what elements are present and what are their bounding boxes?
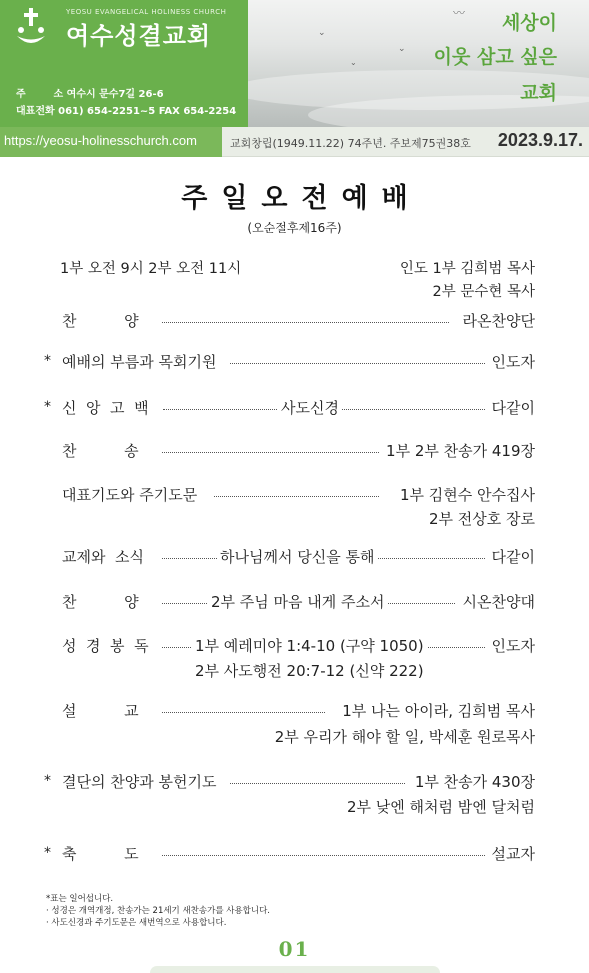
- order-subline: 2부 우리가 해야 할 일, 박세훈 원로목사: [274, 728, 535, 746]
- order-label: 설 교: [62, 702, 139, 720]
- leader-dots: [162, 855, 485, 856]
- website-link[interactable]: https://yeosu-holinesschurch.com: [0, 127, 222, 157]
- phone-label: 대표전화: [16, 106, 55, 117]
- founding-info: 교회창립(1949.11.22) 74주년. 주보제75권38호: [230, 137, 471, 150]
- bulletin-notes: [46, 893, 270, 929]
- order-value: 다같이: [491, 548, 535, 566]
- service-subtitle: (오순절후제16주): [247, 221, 342, 235]
- church-name-english: YEOSU EVANGELICAL HOLINESS CHURCH: [66, 8, 227, 16]
- bird-icon: ⌄: [350, 58, 357, 67]
- slogan-line-1: 세상이: [501, 12, 557, 34]
- order-value: 다같이: [491, 399, 535, 417]
- order-item-benediction: [0, 843, 589, 867]
- church-address: [16, 85, 164, 100]
- order-item-praise-1: [0, 310, 589, 334]
- order-subline: 2부 전상호 장로: [428, 510, 535, 528]
- order-item-prayer: [0, 484, 589, 508]
- order-middle: 2부 주님 마음 내게 주소서: [208, 591, 388, 612]
- order-label: 축 도: [62, 845, 139, 863]
- order-item-call-to-worship: [0, 351, 589, 375]
- order-subline: 2부 낮엔 해처럼 밤엔 달처럼: [346, 798, 535, 816]
- leader-dots: [230, 783, 405, 784]
- order-value: 인도자: [491, 353, 535, 371]
- note-line: · 사도신경과 주기도문은 새번역으로 사용합니다.: [46, 918, 227, 928]
- service-title: 주일오전예배: [181, 183, 422, 214]
- order-value: 1부 찬송가 430장: [414, 773, 535, 791]
- order-middle: 하나님께서 당신을 통해: [217, 546, 377, 567]
- order-label: 찬 송: [62, 442, 139, 460]
- bulletin-header: [0, 0, 589, 127]
- order-item-sermon: [0, 700, 589, 724]
- bulletin-date: 2023.9.17.: [497, 130, 583, 150]
- note-line: · 성경은 개역개정, 찬송가는 21세기 새찬송가를 사용합니다.: [46, 906, 270, 916]
- order-value: 시온찬양대: [462, 593, 535, 611]
- order-value: 인도자: [491, 637, 535, 655]
- order-subline: 2부 사도행전 20:7-12 (신약 222): [195, 662, 424, 680]
- leader-dots: [230, 363, 485, 364]
- info-bar: [0, 127, 589, 157]
- order-item-creed: [0, 397, 589, 421]
- order-label: 교제와 소식: [62, 548, 144, 566]
- order-label: 찬 양: [62, 593, 139, 611]
- leader-dots: [162, 322, 449, 323]
- leader-dots: [162, 452, 379, 453]
- order-value: 1부 김현수 안수집사: [399, 486, 535, 504]
- address-value: 여수시 문수7길 26-6: [66, 89, 164, 100]
- order-label: 성 경 봉 독: [62, 637, 149, 655]
- standing-mark: *: [44, 399, 51, 415]
- order-value: 1부 2부 찬송가 419장: [386, 442, 535, 460]
- order-item-hymn: [0, 440, 589, 464]
- order-middle: 1부 예레미야 1:4-10 (구약 1050): [192, 635, 427, 656]
- address-label: 주 소: [16, 89, 64, 100]
- order-value: 1부 나는 아이라, 김희범 목사: [342, 702, 535, 720]
- note-line: *표는 일어섭니다.: [46, 894, 114, 904]
- order-label: 찬 양: [62, 312, 139, 330]
- service-times: 1부 오전 9시 2부 오전 11시: [60, 261, 242, 277]
- bird-icon: ⌄: [318, 28, 326, 38]
- service-leader-2: 2부 문수현 목사: [432, 284, 535, 300]
- service-leader-1: 인도 1부 김희범 목사: [399, 261, 535, 277]
- order-item-fellowship: [0, 546, 589, 570]
- standing-mark: *: [44, 353, 51, 369]
- slogan-line-2: 이웃 삼고 싶은: [433, 46, 557, 68]
- order-label: 예배의 부름과 목회기원: [62, 353, 217, 371]
- page-number: 01: [278, 937, 311, 961]
- bottom-bar: [150, 966, 440, 973]
- order-item-praise-2: [0, 591, 589, 615]
- order-value: 라온찬양단: [462, 312, 535, 330]
- order-item-scripture: [0, 635, 589, 659]
- church-name: 여수성결교회: [66, 22, 212, 50]
- order-value: 설교자: [491, 845, 535, 863]
- church-phone: [16, 102, 236, 117]
- order-label: 결단의 찬양과 봉헌기도: [62, 773, 217, 791]
- order-label: 신 앙 고 백: [62, 399, 149, 417]
- church-banner: [0, 0, 248, 127]
- standing-mark: *: [44, 845, 51, 861]
- phone-value: 061) 654-2251~5 FAX 654-2254: [58, 106, 237, 117]
- standing-mark: *: [44, 773, 51, 789]
- leader-dots: [162, 712, 325, 713]
- bird-icon: 〰: [453, 6, 466, 20]
- bird-icon: ⌄: [398, 44, 406, 54]
- church-logo-icon: [14, 6, 48, 46]
- leader-dots: [214, 496, 379, 497]
- order-label: 대표기도와 주기도문: [62, 486, 198, 504]
- slogan-line-3: 교회: [520, 82, 557, 104]
- order-middle: 사도신경: [278, 397, 342, 418]
- order-item-offering: [0, 771, 589, 795]
